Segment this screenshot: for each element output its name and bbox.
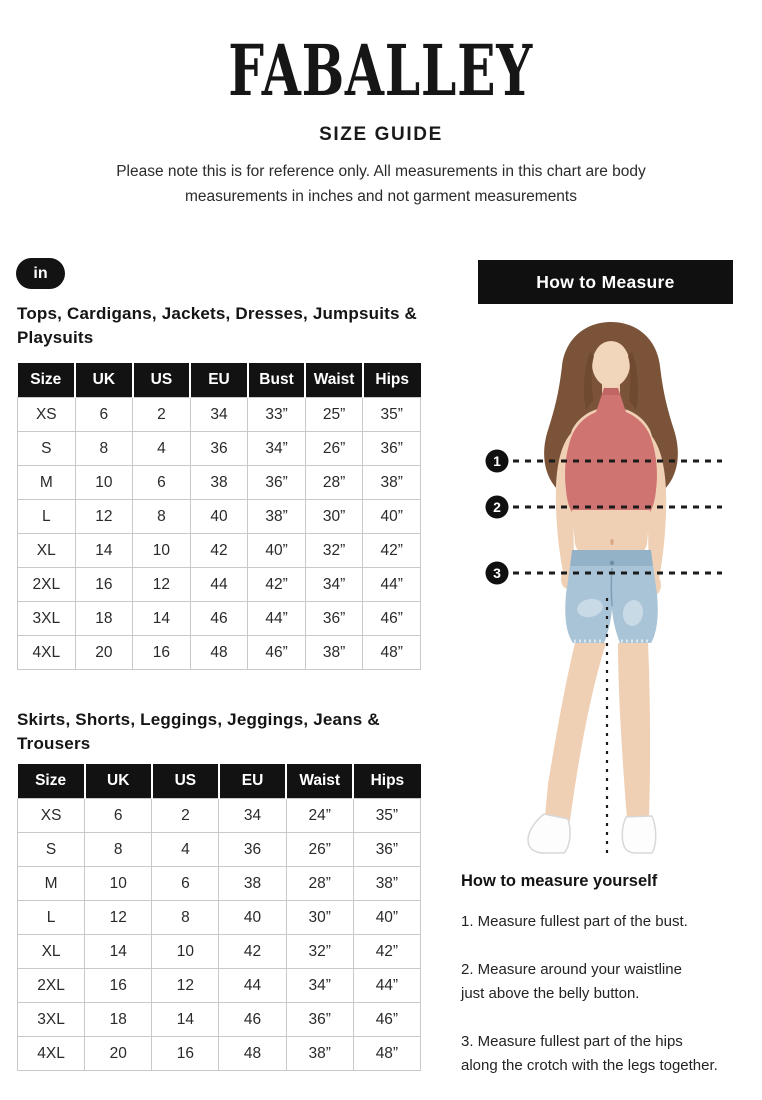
step-2-line-2: just above the belly button. <box>461 985 640 1002</box>
table-cell: 28” <box>305 466 363 500</box>
table-row <box>18 568 421 602</box>
table-cell: M <box>18 867 85 901</box>
right-sneaker <box>622 816 655 853</box>
table-cell: 38” <box>286 1037 353 1071</box>
size-tables-column <box>17 302 421 1071</box>
table-cell: 32” <box>286 935 353 969</box>
table-cell: 36” <box>286 1003 353 1037</box>
table-cell: 34” <box>286 969 353 1003</box>
table-cell: 20 <box>85 1037 152 1071</box>
table-cell: 42” <box>353 935 420 969</box>
table-cell: 8 <box>85 833 152 867</box>
table-row <box>18 1003 421 1037</box>
table-cell: 40 <box>190 500 248 534</box>
table-cell: XL <box>18 534 76 568</box>
table-cell: 3XL <box>18 1003 85 1037</box>
reference-note <box>0 160 762 209</box>
table-row <box>18 867 421 901</box>
table-cell: 36” <box>353 833 420 867</box>
table-cell: S <box>18 833 85 867</box>
column-header: Size <box>18 363 76 398</box>
measure-step-1 <box>461 910 762 934</box>
table-cell: 44 <box>190 568 248 602</box>
table-cell: 12 <box>85 901 152 935</box>
bottoms-size-table <box>17 764 421 1071</box>
table-cell: 44 <box>219 969 286 1003</box>
table-cell: 18 <box>85 1003 152 1037</box>
table-cell: 10 <box>75 466 133 500</box>
table-cell: 46” <box>353 1003 420 1037</box>
table-cell: 36 <box>219 833 286 867</box>
table-cell: 48” <box>353 1037 420 1071</box>
column-header: Hips <box>363 363 421 398</box>
table-cell: 14 <box>75 534 133 568</box>
table-cell: 34 <box>219 799 286 833</box>
table-row <box>18 534 421 568</box>
table-cell: 35” <box>353 799 420 833</box>
tops-table-title: Tops, Cardigans, Jackets, Dresses, Jumpsuits & Playsuits <box>17 304 418 347</box>
crop-top-neckband <box>602 388 620 395</box>
table-cell: 28” <box>286 867 353 901</box>
table-cell: 12 <box>75 500 133 534</box>
table-cell: 26” <box>305 432 363 466</box>
table-row <box>18 799 421 833</box>
table-row <box>18 398 421 432</box>
marker-1-label: 1 <box>493 453 501 469</box>
marker-1-icon <box>486 450 509 473</box>
marker-2-label: 2 <box>493 499 501 515</box>
column-header: Waist <box>286 764 353 799</box>
table-cell: 8 <box>133 500 191 534</box>
table-cell: 16 <box>133 636 191 670</box>
table-cell: 36 <box>190 432 248 466</box>
table-cell: 40” <box>248 534 306 568</box>
table-cell: 46 <box>190 602 248 636</box>
marker-2-icon <box>486 496 509 519</box>
table-cell: 18 <box>75 602 133 636</box>
column-header: US <box>133 363 191 398</box>
table-cell: 48 <box>190 636 248 670</box>
brand-logo-wrap <box>0 29 762 112</box>
marker-3-label: 3 <box>493 565 501 581</box>
table-cell: 33” <box>248 398 306 432</box>
table-cell: 8 <box>75 432 133 466</box>
page-title: SIZE GUIDE <box>319 124 443 145</box>
table-cell: 42 <box>190 534 248 568</box>
unit-inches-badge[interactable]: in <box>16 258 65 289</box>
table-cell: 24” <box>286 799 353 833</box>
table-cell: 40” <box>363 500 421 534</box>
table-cell: 25” <box>305 398 363 432</box>
table-cell: M <box>18 466 76 500</box>
right-leg <box>618 643 650 819</box>
table-cell: 32” <box>305 534 363 568</box>
table-cell: 26” <box>286 833 353 867</box>
table-cell: 34” <box>305 568 363 602</box>
table-cell: 38” <box>363 466 421 500</box>
measure-instructions <box>461 872 762 1078</box>
table-cell: 12 <box>152 969 219 1003</box>
table-header-row <box>18 764 421 799</box>
measure-step-2 <box>461 958 762 1006</box>
table-cell: 10 <box>152 935 219 969</box>
table-row <box>18 500 421 534</box>
table-header-row <box>18 363 421 398</box>
table-cell: 44” <box>353 969 420 1003</box>
table-cell: 44” <box>248 602 306 636</box>
table-cell: 14 <box>152 1003 219 1037</box>
table-row <box>18 1037 421 1071</box>
table-cell: 36” <box>363 432 421 466</box>
table-cell: 44” <box>363 568 421 602</box>
table-row <box>18 602 421 636</box>
instructions-heading: How to measure yourself <box>461 872 658 890</box>
table-cell: 4 <box>133 432 191 466</box>
column-header: EU <box>219 764 286 799</box>
left-leg <box>545 643 606 821</box>
table-cell: 4XL <box>18 636 76 670</box>
column-header: Hips <box>353 764 420 799</box>
table-cell: 48” <box>363 636 421 670</box>
note-line-2: measurements in inches and not garment measurements <box>184 187 577 205</box>
table-cell: XS <box>18 398 76 432</box>
navel <box>610 539 614 545</box>
column-header: Size <box>18 764 85 799</box>
step-1-line-1: 1. Measure fullest part of the bust. <box>461 913 688 930</box>
table-cell: 14 <box>133 602 191 636</box>
table-cell: 30” <box>305 500 363 534</box>
column-header: UK <box>75 363 133 398</box>
table-row <box>18 636 421 670</box>
table-cell: 38 <box>190 466 248 500</box>
table-cell: 46” <box>248 636 306 670</box>
table-cell: 36” <box>248 466 306 500</box>
column-header: US <box>152 764 219 799</box>
table-cell: XS <box>18 799 85 833</box>
table-row <box>18 432 421 466</box>
table-cell: 2 <box>133 398 191 432</box>
table-cell: 16 <box>75 568 133 602</box>
bottoms-table-title: Skirts, Shorts, Leggings, Jeggings, Jeans & Trousers <box>17 710 380 753</box>
table-cell: 34” <box>248 432 306 466</box>
column-header: EU <box>190 363 248 398</box>
table-cell: 36” <box>305 602 363 636</box>
table-cell: 2XL <box>18 568 76 602</box>
table-cell: 10 <box>85 867 152 901</box>
table-cell: 38” <box>353 867 420 901</box>
table-cell: L <box>18 901 85 935</box>
step-3-line-2: along the crotch with the legs together. <box>461 1057 718 1074</box>
table-cell: 8 <box>152 901 219 935</box>
table-cell: 6 <box>133 466 191 500</box>
table-row <box>18 466 421 500</box>
note-line-1: Please note this is for reference only. All measurements in this chart are body <box>116 163 646 180</box>
table-cell: 38” <box>305 636 363 670</box>
table-cell: 6 <box>85 799 152 833</box>
table-cell: 30” <box>286 901 353 935</box>
table-cell: S <box>18 432 76 466</box>
table-cell: 35” <box>363 398 421 432</box>
table-row <box>18 969 421 1003</box>
step-3-line-1: 3. Measure fullest part of the hips <box>461 1033 683 1050</box>
face <box>592 341 630 387</box>
column-header: Bust <box>248 363 306 398</box>
table-cell: XL <box>18 935 85 969</box>
marker-3-icon <box>486 562 509 585</box>
midriff <box>572 510 650 556</box>
table-cell: 42” <box>248 568 306 602</box>
table-cell: 16 <box>85 969 152 1003</box>
shorts-button <box>610 561 614 565</box>
table-cell: 38” <box>248 500 306 534</box>
table-cell: 20 <box>75 636 133 670</box>
table-row <box>18 901 421 935</box>
table-cell: 6 <box>152 867 219 901</box>
table-cell: 4 <box>152 833 219 867</box>
measure-step-3 <box>461 1030 762 1078</box>
table-cell: 42” <box>363 534 421 568</box>
table-row <box>18 935 421 969</box>
model-illustration-svg <box>460 316 762 858</box>
table-cell: 2 <box>152 799 219 833</box>
table-cell: 4XL <box>18 1037 85 1071</box>
table-cell: 6 <box>75 398 133 432</box>
tops-size-table <box>17 363 421 670</box>
table-cell: 48 <box>219 1037 286 1071</box>
table-row <box>18 833 421 867</box>
table-cell: 42 <box>219 935 286 969</box>
table-cell: 12 <box>133 568 191 602</box>
table-cell: L <box>18 500 76 534</box>
column-header: UK <box>85 764 152 799</box>
model-illustration <box>460 316 762 858</box>
step-2-line-1: 2. Measure around your waistline <box>461 961 682 978</box>
table-cell: 46” <box>363 602 421 636</box>
left-sneaker <box>528 814 570 853</box>
brand-logo: FABALLEY <box>228 29 534 112</box>
table-cell: 2XL <box>18 969 85 1003</box>
table-cell: 14 <box>85 935 152 969</box>
table-cell: 38 <box>219 867 286 901</box>
table-cell: 10 <box>133 534 191 568</box>
table-cell: 46 <box>219 1003 286 1037</box>
column-header: Waist <box>305 363 363 398</box>
table-cell: 40” <box>353 901 420 935</box>
table-cell: 40 <box>219 901 286 935</box>
how-to-measure-banner: How to Measure <box>478 260 733 304</box>
table-cell: 34 <box>190 398 248 432</box>
table-cell: 16 <box>152 1037 219 1071</box>
table-cell: 3XL <box>18 602 76 636</box>
